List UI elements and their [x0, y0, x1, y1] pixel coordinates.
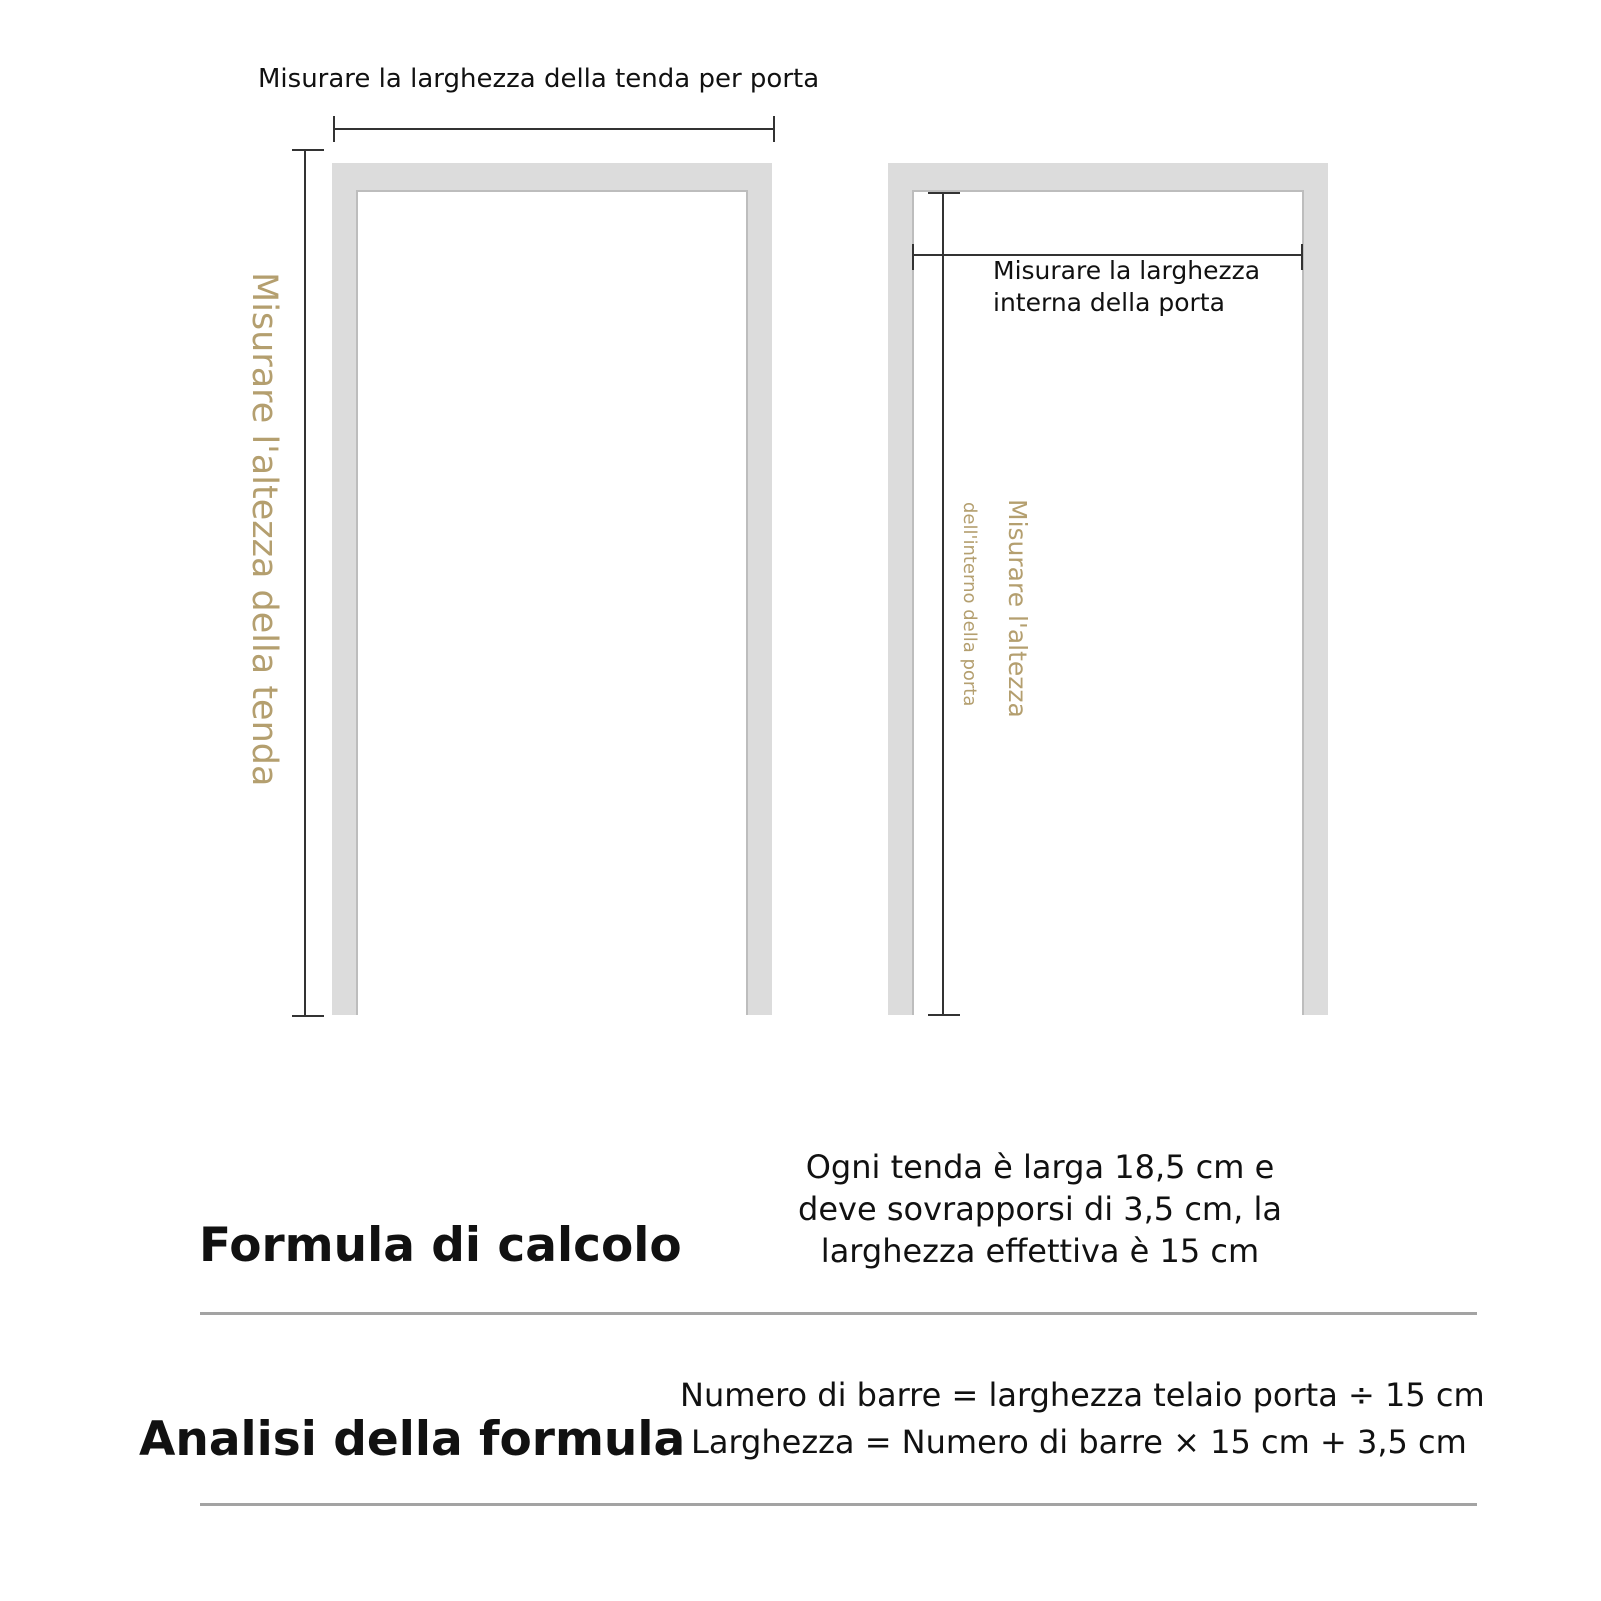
- inner-width-label-line1: Misurare la larghezza: [993, 256, 1261, 285]
- inner-width-label: [993, 255, 1260, 319]
- calculation-note: [780, 1146, 1300, 1272]
- calculation-note-line2: deve sovrapporsi di 3,5 cm, la: [798, 1190, 1282, 1228]
- divider-bottom: [200, 1503, 1477, 1506]
- calculation-note-line1: Ogni tenda è larga 18,5 cm e: [805, 1148, 1275, 1186]
- calculation-heading: Formula di calcolo: [199, 1218, 682, 1273]
- curtain-height-label: Misurare l'altezza della tenda: [244, 272, 284, 787]
- formula-bar-count: Numero di barre = larghezza telaio porta ÷ 15 cm: [680, 1376, 1485, 1414]
- calculation-note-line3: larghezza effettiva è 15 cm: [820, 1232, 1260, 1270]
- inner-height-sublabel: dell'interno della porta: [959, 502, 980, 707]
- divider-top: [200, 1312, 1477, 1315]
- inner-width-label-line2: interna della porta: [993, 288, 1225, 317]
- curtain-width-label: Misurare la larghezza della tenda per porta: [258, 64, 820, 94]
- inner-height-label: Misurare l'altezza: [1003, 499, 1032, 718]
- formula-width: Larghezza = Numero di barre × 15 cm + 3,5 cm: [691, 1423, 1467, 1461]
- analysis-heading: Analisi della formula: [139, 1412, 686, 1467]
